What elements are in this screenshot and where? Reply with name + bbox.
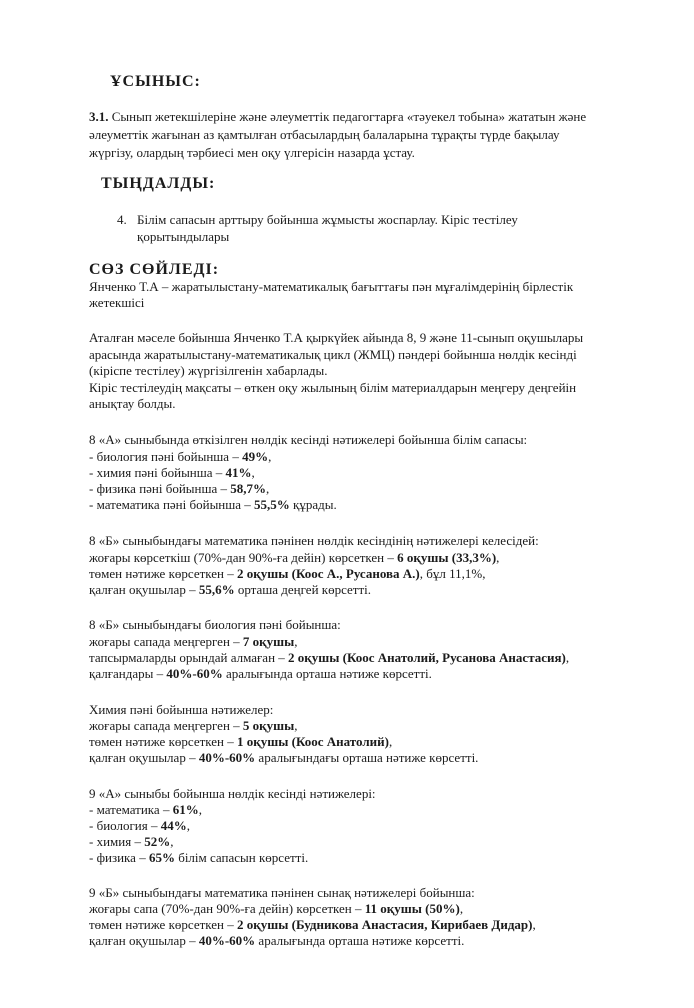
intro-line-3: (кіріспе тестілеу) жүргізілгенін хабарлады. (89, 363, 328, 378)
text-segment: аралығында орташа нәтиже көрсетті. (222, 666, 432, 681)
grade8b-math-line-1 (89, 550, 499, 565)
text-segment: аралығында орташа нәтиже көрсетті. (255, 933, 465, 948)
text-segment: төмен нәтиже көрсеткен – (89, 566, 237, 581)
chemistry-line-1 (89, 718, 298, 733)
text-segment: , (459, 901, 464, 916)
text-segment: - биология – (89, 818, 161, 833)
item4-number: 4. (117, 212, 127, 227)
tyndaldy-heading: ТЫҢДАЛДЫ: (101, 175, 216, 192)
text-segment: , (186, 818, 190, 833)
chemistry-line-2 (89, 734, 392, 749)
text-segment: төмен нәтиже көрсеткен – (89, 734, 237, 749)
chemistry-line-3 (89, 750, 478, 765)
bold-segment: 41% (225, 465, 252, 480)
text-segment: , (170, 834, 174, 849)
text-segment: , (294, 634, 298, 649)
text-segment: жоғары сапада меңгерген – (89, 634, 243, 649)
text-segment: қалған оқушылар – (89, 582, 199, 597)
text-segment: қалған оқушылар – (89, 933, 199, 948)
intro-line-1: Аталған мәселе бойынша Янченко Т.А қыркүйек айында 8, 9 және 11-сынып оқушылары (89, 330, 584, 345)
bold-segment: 58,7% (230, 481, 267, 496)
bold-segment: 52% (144, 834, 171, 849)
grade8b-bio-heading: 8 «Б» сыныбындағы биология пәні бойынша: (89, 617, 341, 632)
bold-segment: 61% (172, 802, 199, 817)
text-segment: білім сапасын көрсетті. (174, 850, 309, 865)
bold-segment: 3.1. (89, 109, 112, 124)
chemistry-heading: Химия пәні бойынша нәтижелер: (89, 702, 274, 717)
item4-line-2: қорытындылары (137, 229, 230, 244)
usynys-line-2: әлеуметтік жағынан аз қамтылған отбасылардың балаларына тұрақты түрде бақылау (89, 127, 560, 142)
text-segment: , (294, 718, 298, 733)
grade9b-heading: 9 «Б» сыныбындағы математика пәнінен сынақ нәтижелері бойынша: (89, 885, 475, 900)
text-segment: - физика пәні бойынша – (89, 481, 231, 496)
grade9a-math (89, 802, 202, 817)
bold-segment: 6 оқушы (33,3%) (397, 550, 497, 565)
grade8a-heading: 8 «А» сыныбында өткізілген нөлдік кесінді нәтижелері бойынша білім сапасы: (89, 432, 528, 447)
grade8a-chemistry (89, 465, 255, 480)
text-segment: тапсырмаларды орындай алмаған – (89, 650, 289, 665)
usynys-heading: ҰСЫНЫС: (110, 73, 201, 90)
usynys-line-1 (89, 109, 586, 124)
text-segment: - биология пәні бойынша – (89, 449, 243, 464)
text-segment: , (565, 650, 570, 665)
text-segment: , (198, 802, 202, 817)
text-segment: , (266, 481, 270, 496)
text-segment: құрады. (289, 497, 337, 512)
bold-segment: 40%-60% (166, 666, 223, 681)
bold-segment: 55,5% (254, 497, 290, 512)
text-segment: жоғары сапада меңгерген – (89, 718, 243, 733)
grade9a-physics (89, 850, 308, 865)
text-segment: - математика пәні бойынша – (89, 497, 255, 512)
grade9a-chemistry (89, 834, 173, 849)
text-segment: , (496, 550, 500, 565)
bold-segment: 40%-60% (198, 933, 256, 948)
text-segment: - химия пәні бойынша – (89, 465, 226, 480)
soz-soiledi-heading: СӨЗ СӨЙЛЕДІ: (89, 261, 220, 278)
bold-segment: 2 оқушы (Коос А., Русанова А.) (237, 566, 420, 581)
text-segment: жоғары көрсеткіш (70%-дан 90%-ға дейін) көрсеткен – (89, 550, 398, 565)
text-segment: - математика – (89, 802, 173, 817)
grade9b-line-1 (89, 901, 463, 916)
grade9b-line-3 (89, 933, 464, 948)
bold-segment: 2 оқушы (Коос Анатолий, Русанова Анастасия) (288, 650, 566, 665)
grade8a-physics (89, 481, 269, 496)
text-segment: , (532, 917, 536, 932)
intro-line-4: Кіріс тестілеудің мақсаты – өткен оқу жылының білім материалдарын меңгеру деңгейін (89, 380, 577, 395)
text-segment: , (268, 449, 272, 464)
grade9a-heading: 9 «А» сыныбы бойынша нөлдік кесінді нәтижелері: (89, 786, 376, 801)
text-segment: қалғандары – (89, 666, 167, 681)
intro-line-2: арасында жаратылыстану-математикалық цикл (ЖМЦ) пәндері бойынша нөлдік кесінді (89, 347, 577, 362)
speaker-line-1: Янченко Т.А – жаратылыстану-математикалық бағыттағы пән мұғалімдерінің бірлестік (89, 279, 574, 294)
bold-segment: 49% (242, 449, 269, 464)
item4-line-1: Білім сапасын арттыру бойынша жұмысты жоспарлау. Кіріс тестілеу (137, 212, 518, 227)
text-segment: , (388, 734, 393, 749)
bold-segment: 40%-60% (198, 750, 256, 765)
bold-segment: 11 оқушы (50%) (364, 901, 460, 916)
grade8b-math-line-3 (89, 582, 371, 597)
grade9a-biology (89, 818, 190, 833)
grade9b-line-2 (89, 917, 536, 932)
text-segment: төмен нәтиже көрсеткен – (89, 917, 237, 932)
bold-segment: 65% (148, 850, 175, 865)
grade8b-bio-line-2 (89, 650, 569, 665)
intro-line-5: анықтау болды. (89, 396, 176, 411)
usynys-line-3: жүргізу, олардың тәрбиесі мен оқу үлгерісін назарда ұстау. (89, 145, 415, 160)
bold-segment: 1 оқушы (Коос Анатолий) (237, 734, 389, 749)
text-segment: Сынып жетекшілеріне және әлеуметтік педагогтарға «тәуекел тобына» жататын және (111, 109, 587, 124)
grade8b-bio-line-1 (89, 634, 298, 649)
text-segment: орташа деңгей көрсетті. (234, 582, 372, 597)
grade8a-biology (89, 449, 271, 464)
grade8b-bio-line-3 (89, 666, 432, 681)
text-segment: , бұл 11,1%, (419, 566, 486, 581)
bold-segment: 44% (160, 818, 187, 833)
text-segment: - химия – (89, 834, 145, 849)
bold-segment: 2 оқушы (Будникова Анастасия, Кирибаев Дидар) (237, 917, 533, 932)
text-segment: қалған оқушылар – (89, 750, 199, 765)
text-segment: , (251, 465, 255, 480)
grade8b-math-line-2 (89, 566, 485, 581)
text-segment: аралығындағы орташа нәтиже көрсетті. (255, 750, 479, 765)
bold-segment: 7 оқушы (242, 634, 295, 649)
grade8b-math-heading: 8 «Б» сыныбындағы математика пәнінен нөлдік кесіндінің нәтижелері келесідей: (89, 533, 539, 548)
text-segment: жоғары сапа (70%-дан 90%-ға дейін) көрсеткен – (89, 901, 365, 916)
bold-segment: 55,6% (198, 582, 235, 597)
bold-segment: 5 оқушы (242, 718, 295, 733)
speaker-line-2: жетекшісі (89, 295, 145, 310)
grade8a-math (89, 497, 337, 512)
text-segment: - физика – (89, 850, 149, 865)
